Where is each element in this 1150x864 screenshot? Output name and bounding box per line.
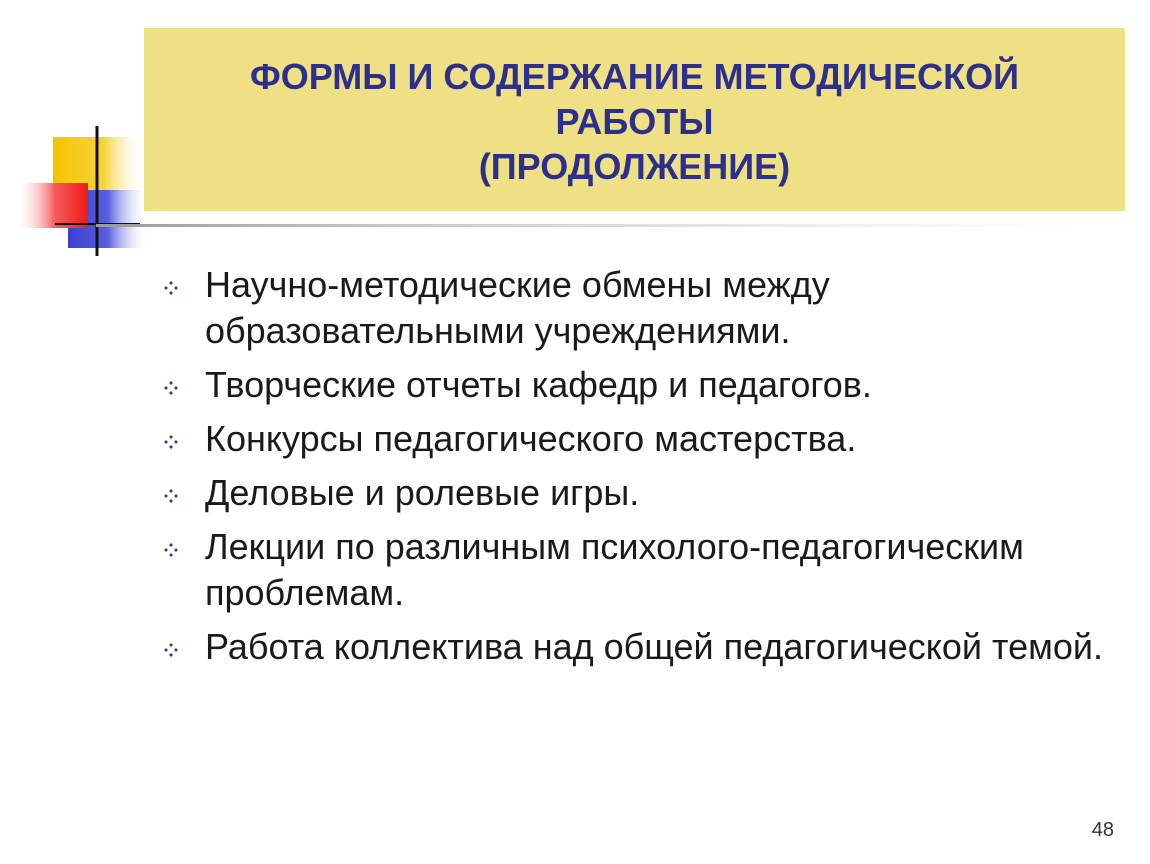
list-item-text: Деловые и ролевые игры. bbox=[205, 472, 640, 513]
list-item-text: Творческие отчеты кафедр и педагогов. bbox=[205, 364, 872, 405]
corner-decoration bbox=[0, 0, 150, 260]
list-item-text: Научно-методические обмены между образовательными учреждениями. bbox=[205, 264, 830, 351]
slide-title bbox=[250, 50, 1019, 189]
four-diamond-icon bbox=[164, 381, 178, 395]
deco-blue-square bbox=[68, 190, 148, 248]
title-line-1: ФОРМЫ И СОДЕРЖАНИЕ МЕТОДИЧЕСКОЙ bbox=[250, 56, 1019, 97]
deco-yellow-square bbox=[53, 137, 145, 192]
four-diamond-icon bbox=[164, 489, 178, 503]
list-item-text: Работа коллектива над общей педагогической темой. bbox=[205, 626, 1104, 667]
four-diamond-icon bbox=[164, 543, 178, 557]
page-number: 48 bbox=[1091, 819, 1114, 841]
four-diamond-icon bbox=[164, 435, 178, 449]
deco-red-square bbox=[15, 183, 88, 228]
list-item-text: Конкурсы педагогического мастерства. bbox=[205, 418, 857, 459]
list-item bbox=[160, 470, 1120, 516]
title-divider bbox=[96, 224, 1076, 227]
title-line-3: (ПРОДОЛЖЕНИЕ) bbox=[478, 146, 791, 187]
title-line-2: РАБОТЫ bbox=[555, 101, 714, 142]
bullet-list bbox=[160, 262, 1120, 678]
list-item bbox=[160, 262, 1120, 354]
four-diamond-icon bbox=[164, 643, 178, 657]
title-banner bbox=[144, 28, 1125, 211]
list-item-text: Лекции по различным психолого-педагогическим проблемам. bbox=[205, 526, 1024, 613]
list-item bbox=[160, 362, 1120, 408]
list-item bbox=[160, 624, 1120, 670]
list-item bbox=[160, 416, 1120, 462]
list-item bbox=[160, 524, 1120, 616]
four-diamond-icon bbox=[164, 281, 178, 295]
